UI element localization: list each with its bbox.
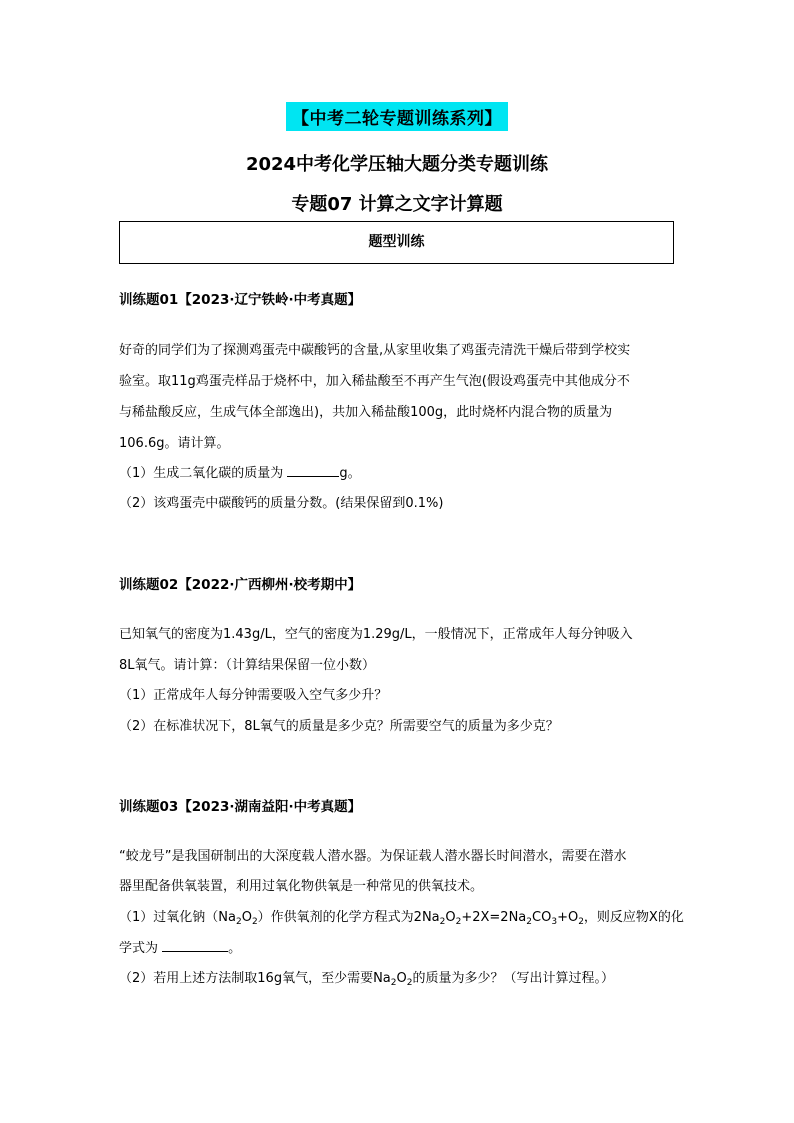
subscript: 2 — [390, 978, 397, 988]
question-3-part-1-line-2 — [119, 937, 241, 956]
subscript: 2 — [439, 917, 446, 927]
section-box: 题型训练 — [119, 221, 674, 264]
question-2-line-1: 已知氧气的密度为1.43g/L，空气的密度为1.29g/L，一般情况下，正常成年人每分钟吸入 — [119, 627, 633, 642]
question-2-part-1: （1）正常成年人每分钟需要吸入空气多少升？ — [119, 688, 388, 703]
question-2-heading: 训练题02【2022·广西柳州·校考期中】 — [119, 577, 362, 593]
text-run: 学式为 — [119, 941, 163, 956]
text-run: +2X=2Na — [461, 910, 527, 925]
text-run: 的质量为多少？（写出计算过程。） — [412, 971, 614, 986]
question-1-heading: 训练题01【2023·辽宁铁岭·中考真题】 — [119, 292, 362, 308]
subscript: 2 — [235, 917, 242, 927]
text-run: ）作供氧剂的化学方程式为2Na — [257, 910, 440, 925]
answer-blank[interactable] — [287, 463, 339, 477]
text-run: O — [241, 910, 252, 925]
question-3-part-1 — [119, 906, 684, 925]
text-run: （2）若用上述方法制取16g氧气，至少需要Na — [119, 971, 391, 986]
subscript: 2 — [406, 978, 413, 988]
question-1-line-4: 106.6g。请计算。 — [119, 436, 230, 451]
text-run: O — [445, 910, 456, 925]
question-2-line-2: 8L氧气。请计算：（计算结果保留一位小数） — [119, 658, 376, 673]
question-3-line-2: 器里配备供氧装置，利用过氧化物供氧是一种常见的供氧技术。 — [119, 879, 484, 894]
series-label: 【中考二轮专题训练系列】 — [286, 102, 508, 131]
text-run: +O — [557, 910, 579, 925]
subscript: 2 — [526, 917, 533, 927]
text-run: 。 — [228, 941, 242, 956]
question-1-line-3: 与稀盐酸反应，生成气体全部逸出)，共加入稀盐酸100g，此时烧杯内混合物的质量为 — [119, 405, 613, 420]
question-1-part-1 — [119, 462, 361, 481]
subscript: 2 — [578, 917, 584, 927]
series-banner — [0, 102, 794, 131]
answer-blank[interactable] — [162, 938, 228, 952]
question-3-line-1: “蛟龙号”是我国研制出的大深度载人潜水器。为保证载人潜水器长时间潜水，需要在潜水 — [119, 849, 627, 864]
question-3-part-2 — [119, 967, 614, 986]
document-subtitle: 专题07 计算之文字计算题 — [291, 194, 503, 215]
text-run: O — [396, 971, 407, 986]
document-title: 2024中考化学压轴大题分类专题训练 — [245, 154, 549, 175]
text-run: CO — [532, 910, 552, 925]
question-1-part-1-unit: g。 — [339, 466, 361, 481]
subscript: 2 — [251, 917, 258, 927]
question-1-part-2: （2）该鸡蛋壳中碳酸钙的质量分数。(结果保留到0.1%) — [119, 496, 444, 511]
subscript: 2 — [455, 917, 462, 927]
question-1-line-1: 好奇的同学们为了探测鸡蛋壳中碳酸钙的含量,从家里收集了鸡蛋壳清洗干燥后带到学校实 — [119, 343, 631, 358]
text-run: （1）过氧化钠（Na — [119, 910, 236, 925]
text-run: ，则反应物X的化 — [583, 910, 684, 925]
question-1-part-1-text: （1）生成二氧化碳的质量为 — [119, 466, 288, 481]
question-3-heading: 训练题03【2023·湖南益阳·中考真题】 — [119, 799, 362, 815]
subscript: 3 — [551, 917, 558, 927]
question-1-line-2: 验室。取11g鸡蛋壳样品于烧杯中，加入稀盐酸至不再产生气泡(假设鸡蛋壳中其他成分不 — [119, 374, 630, 389]
question-2-part-2: （2）在标准状况下，8L氧气的质量是多少克？所需要空气的质量为多少克？ — [119, 719, 559, 734]
